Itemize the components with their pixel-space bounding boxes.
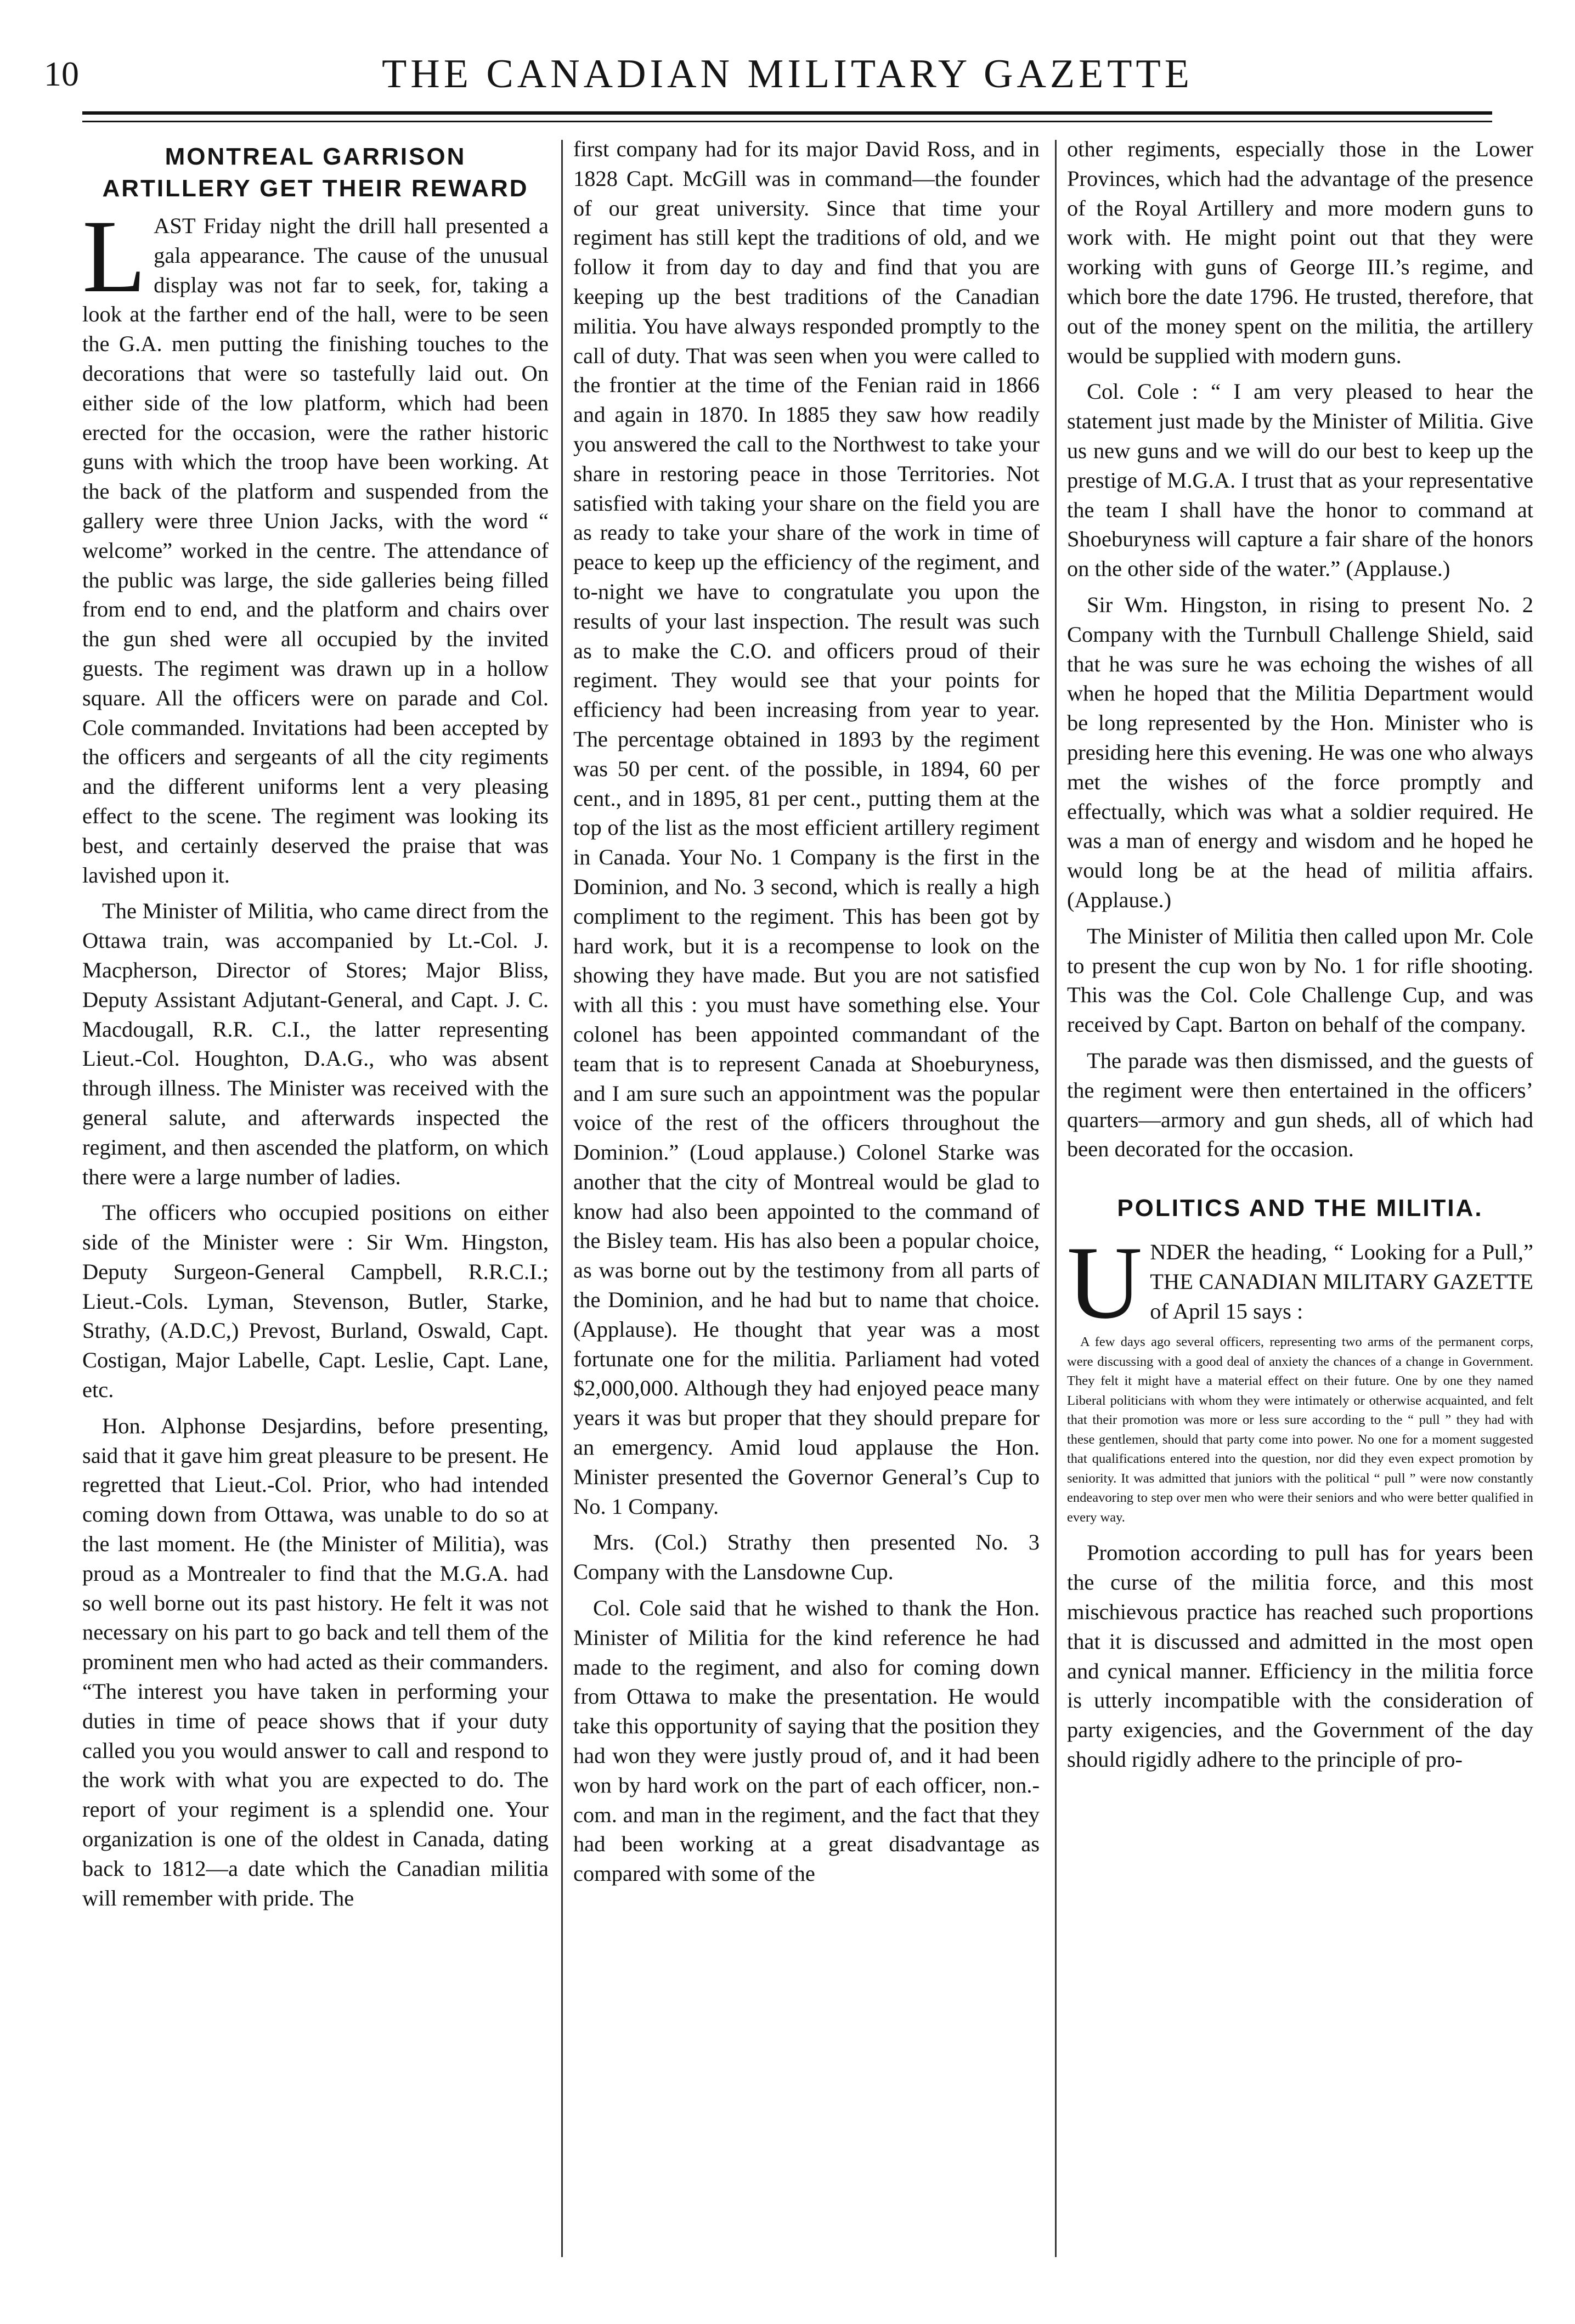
quoted-passage: A few days ago several officers, representing two arms of the permanent corps, were discussing with a good deal of anxiety the chances of a change in Government. They felt it might have a material effect on their future. One by one they named Liberal politicians with whom they were intimately or otherwise acquainted, and felt that their promotion was more or less sure according to the “ pull ” they had with these gentlemen, should that party come into power. No one for a moment suggested that qualifications entered into the question, nor did they even expect promotion by seniority. It was admitted that juniors with the political “ pull ” were now constantly endeavoring to step over men who were their seniors and who were better qualified in every way.: [1067, 1335, 1533, 1525]
article-paragraph: Col. Cole : “ I am very pleased to hear the statement just made by the Minister of Militia. Give us new guns and we will do our best to keep up the prestige of M.G.A. I trust that as your representative the team I shall have the honor to command at Shoeburyness will capture a fair share of the honors on the other side of the water.” (Applause.): [1067, 379, 1533, 581]
article-paragraph: Col. Cole said that he wished to thank the Hon. Minister of Militia for the kind reference he had made to the regiment, and also for coming down from Ottawa to make the presentation. He would take this opportunity of saying that the position they had won they were justly proud of, and it had been won by hard work on the part of each officer, non.-com. and man in the regiment, and the fact that they had been working at a great disadvantage as compared with some of the: [573, 1596, 1040, 1886]
paragraph-text: AST Friday night the drill hall presented a gala appearance. The cause of the unusual display was not far to seek, for, taking a look at the farther end of the hall, were to be seen the G.A. men putting the finishing touches to the decorations that were so tastefully laid out. On either side of the low platform, which had been erected for the occasion, were the rather historic guns with which the troop have been working. At the back of the platform and suspended from the gallery were three Union Jacks, with the word “ welcome” worked in the centre. The attendance of the public was large, the side galleries being filled from end to end, and the platform and chairs over the gun shed were all occupied by the invited guests. The regiment was drawn up in a hollow square. All the officers were on parade and Col. Cole commanded. Invitations had been accepted by the officers and sergeants of all the city regiments and the different uniforms lent a very pleasing effect to the scene. The regiment was looking its best, and certainly deserved the praise that was lavished upon it.: [82, 213, 549, 887]
article-paragraph-continued: other regiments, especially those in the Lower Provinces, which had the advantage of the presence of the Royal Artillery and more modern guns to work with. He might point out that they were working with guns of George III.’s regime, and which bore the date 1796. He trusted, therefore, that out of the money spent on the militia, the artillery would be supplied with modern guns.: [1067, 137, 1533, 368]
article-paragraph: [1067, 1225, 1533, 1341]
article-headline: [82, 141, 549, 205]
headline-line-2: ARTILLERY GET THEIR REWARD: [102, 175, 529, 202]
article-paragraph: Sir Wm. Hingston, in rising to present No. 2 Company with the Turnbull Challenge Shield, said that he was sure he was echoing the wishes of all when he hoped that the Militia Department would be long represented by the Hon. Minister who is presiding here this evening. He was one who always met the wishes of the force promptly and effectually, which was what a soldier required. He was a man of energy and wisdom and he hoped he would long be at the head of militia affairs. (Applause.): [1067, 592, 1533, 912]
article-paragraph: [82, 199, 549, 890]
article-paragraph: The officers who occupied positions on either side of the Minister were : Sir Wm. Hingston, Deputy Surgeon-General Campbell, R.R.C.I.; Lieut.-Cols. Lyman, Stevenson, Butler, Starke, Strathy, (A.D.C,) Prevost, Burland, Oswald, Capt. Costigan, Major Labelle, Capt. Leslie, Capt. Lane, etc.: [82, 1200, 549, 1403]
article-paragraph: Mrs. (Col.) Strathy then presented No. 3 Company with the Lansdowne Cup.: [573, 1530, 1040, 1585]
header-rule: [82, 111, 1492, 115]
column-2: [573, 134, 1040, 1895]
paragraph-text: NDER the heading, “ Looking for a Pull,” THE CANADIAN MILITARY GAZETTE of April 15 says :: [1150, 1240, 1533, 1324]
header-rule-thin: [82, 121, 1492, 122]
article-headline: POLITICS AND THE MILITIA.: [1117, 1195, 1483, 1222]
article-paragraph: Promotion according to pull has for years been the curse of the militia force, and this most mischievous practice has reached such proportions that it is discussed and admitted in the most open and cynical manner. Efficiency in the militia force is utterly incompatible with the consideration of party exigencies, and the Government of the day should rigidly adhere to the principle of pro-: [1067, 1540, 1533, 1772]
page-number: 10: [44, 54, 79, 93]
article-paragraph: The parade was then dismissed, and the guests of the regiment were then entertained in the officers’ quarters—armory and gun sheds, all of which had been decorated for the occasion.: [1067, 1048, 1533, 1162]
column-3: [1067, 134, 1533, 1781]
masthead: THE CANADIAN MILITARY GAZETTE: [382, 52, 1193, 97]
page-header: [44, 49, 1531, 110]
article-paragraph: Hon. Alphonse Desjardins, before presenting, said that it gave him great pleasure to be present. He regretted that Lieut.-Col. Prior, who had intended coming down from Ottawa, was unable to do so at the last moment. He (the Minister of Militia), was proud as a Montrealer to find that the M.G.A. had so well borne out its past history. He felt it was not necessary on his part to go back and tell them of the prominent men who had acted as their commanders. “The interest you have taken in performing your duties in time of peace shows that if your duty called you you would answer to call and respond to the work with what you are expected to do. The report of your regiment is a splendid one. Your organization is one of the oldest in Canada, dating back to 1812—a date which the Canadian militia will remember with pride. The: [82, 1413, 549, 1910]
article-paragraph: The Minister of Militia, who came direct from the Ottawa train, was accompanied by Lt.-Col. J. Macpherson, Director of Stores; Major Bliss, Deputy Assistant Adjutant-General, and Capt. J. C. Macdougall, R.R. C.I., the latter representing Lieut.-Col. Houghton, D.A.G., who was absent through illness. The Minister was received with the general salute, and afterwards inspected the regiment, and then ascended the platform, on which there were a large number of ladies.: [82, 898, 549, 1189]
column-1: [82, 134, 549, 1919]
article-paragraph-continued: first company had for its major David Ross, and in 1828 Capt. McGill was in command—the founder of our great university. Since that time your regiment has still kept the traditions of old, and we follow it from day to day and find that you are keeping up the best traditions of the Canadian militia. You have always responded promptly to the call of duty. That was seen when you were called to the frontier at the time of the Fenian raid in 1866 and again in 1870. In 1885 they saw how readily you answered the call to the Northwest to take your share in restoring peace in those Territories. Not satisfied with taking your share on the field you are as ready to take your share of the work in time of peace to keep up the efficiency of the regiment, and to-night we have to congratulate you upon the results of your last inspection. The result was such as to make the C.O. and officers proud of their regiment. They would see that your points for efficiency had been increasing from year to year. The percentage obtained in 1893 by the regiment was 50 per cent. of the possible, in 1894, 60 per cent., and in 1895, 81 per cent., putting them at the top of the list as the most efficient artillery regiment in Canada. Your No. 1 Company is the first in the Dominion, and No. 3 second, which is really a high compliment to the regiment. This has been got by hard work, but it is a recompense to look on the showing they have made. But you are not satisfied with all this : you must have something else. Your colonel has been appointed commandant of the team that is to represent Canada at Shoeburyness, and I am sure such an appointment was the popular voice of the rest of the officers throughout the Dominion.” (Loud applause.) Colonel Starke was another that the city of Montreal would be glad to know had also been appointed to the command of the Bisley team. His has also been a popular choice, as was borne out by the testimony from all parts of the Dominion, and he had but to name that choice. (Applause). He thought that year was a most fortunate one for the militia. Parliament had voted $2,000,000. Although they had enjoyed peace many years it was but proper that they should prepare for an emergency. Amid loud applause the Hon. Minister presented the Governor General’s Cup to No. 1 Company.: [573, 137, 1040, 1519]
article-paragraph: The Minister of Militia then called upon Mr. Cole to present the cup won by No. 1 for rifle shooting. This was the Col. Cole Challenge Cup, and was received by Capt. Barton on behalf of the company.: [1067, 923, 1533, 1037]
headline-line-1: MONTREAL GARRISON: [165, 143, 466, 170]
drop-cap: L: [82, 199, 146, 314]
drop-cap: U: [1067, 1225, 1143, 1341]
